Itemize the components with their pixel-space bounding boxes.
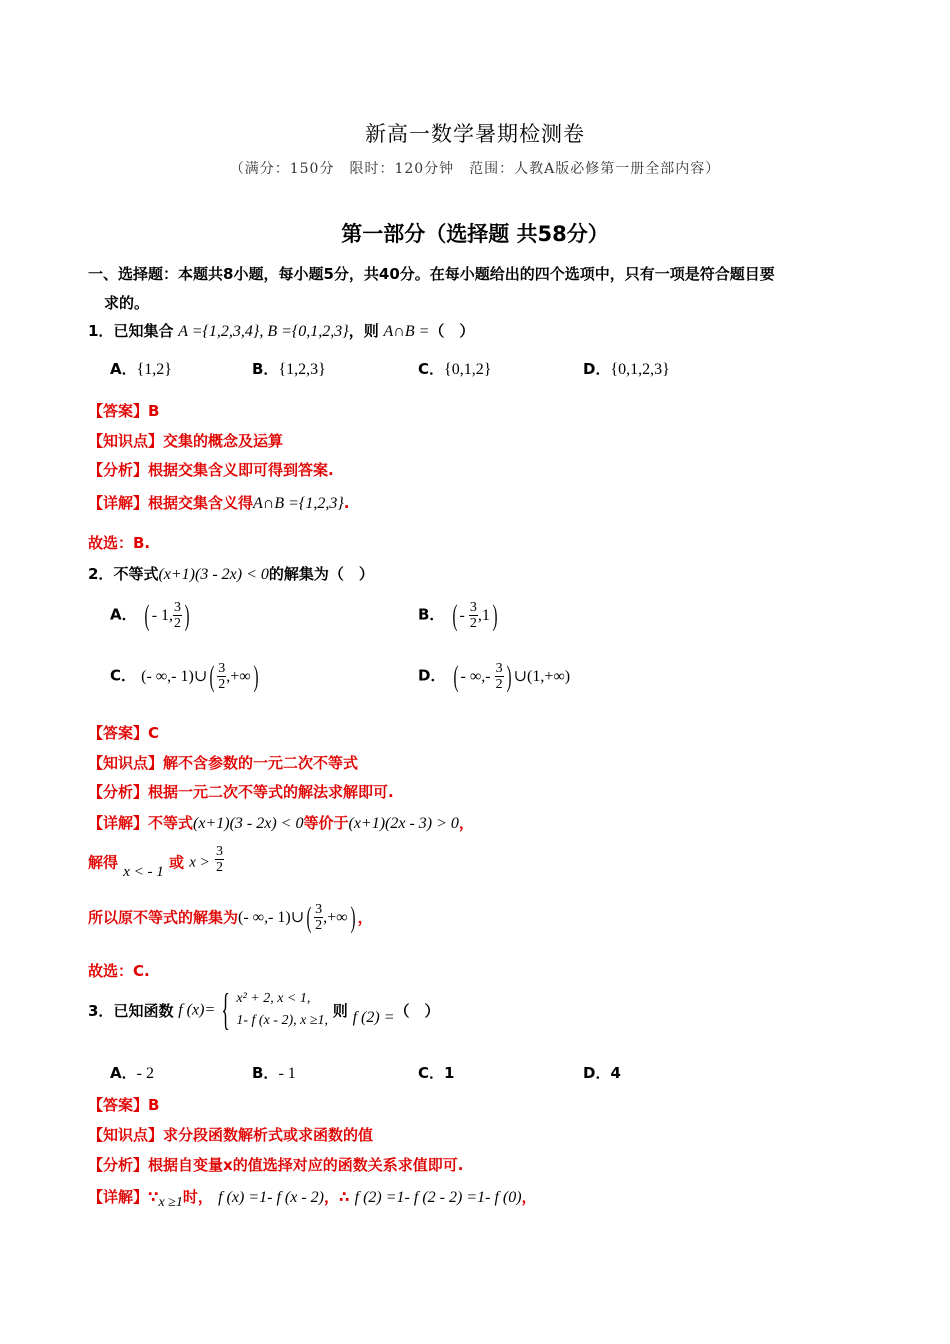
section-instruction: 一、选择题：本题共8小题，每小题5分，共40分。在每小题给出的四个选项中，只有一项是符合题目要 bbox=[88, 265, 775, 283]
q2-knowledge: 【知识点】解不含参数的一元二次不等式 bbox=[88, 754, 359, 772]
q3-option-b[interactable]: B．- 1 bbox=[252, 1064, 296, 1082]
page-title: 新高一数学暑期检测卷 bbox=[365, 122, 585, 146]
q3-knowledge: 【知识点】求分段函数解析式或求函数的值 bbox=[88, 1126, 374, 1144]
q1-knowledge: 【知识点】交集的概念及运算 bbox=[88, 432, 284, 450]
part-heading: 第一部分（选择题 共58分） bbox=[341, 222, 609, 246]
q2-answer: 【答案】C bbox=[88, 724, 160, 742]
q2-analysis: 【分析】根据一元二次不等式的解法求解即可. bbox=[88, 783, 394, 801]
q1-option-a[interactable]: A．{1,2} bbox=[110, 360, 172, 378]
q2-solve: 解得 x < - 1 或 x > $\frac{3}{2}$ bbox=[88, 844, 224, 881]
q3-analysis: 【分析】根据自变量x的值选择对应的函数关系求值即可. bbox=[88, 1156, 464, 1174]
q3-answer: 【答案】B bbox=[88, 1096, 160, 1114]
q1-option-b[interactable]: B．{1,2,3} bbox=[252, 360, 326, 378]
q3-option-c[interactable]: C．1 bbox=[418, 1064, 455, 1082]
section-instruction-cont: 求的。 bbox=[104, 294, 150, 312]
q1-detail: 【详解】根据交集含义得A∩B ={1,2,3}. bbox=[88, 494, 350, 512]
q2-option-a[interactable]: A． ( - 1, $\frac{3}{2}$ ) bbox=[110, 598, 190, 632]
q1-answer: 【答案】B bbox=[88, 402, 160, 420]
q3-detail: 【详解】∵x ≥1时， f (x) =1- f (x - 2)，∴ f (2) =1- f (2 - 2) =1- f (0)， bbox=[88, 1188, 537, 1210]
q1-option-d[interactable]: D．{0,1,2,3} bbox=[583, 360, 670, 378]
page-subtitle: （满分：150分 限时：120分钟 范围：人教A版必修第一册全部内容） bbox=[229, 161, 721, 177]
q1-analysis: 【分析】根据交集含义即可得到答案. bbox=[88, 461, 334, 479]
q2-option-b[interactable]: B． ( - $\frac{3}{2}$ ,1) bbox=[418, 598, 498, 632]
q2-conclusion: 故选：C. bbox=[88, 962, 150, 980]
question-3-stem: 3．已知函数 f (x)= { x² + 2, x < 1, 1- f (x - 2), x ≥1, 则 f (2) =（ ） bbox=[88, 985, 440, 1035]
question-2-stem: 2．不等式(x+1)(3 - 2x) < 0的解集为（ ） bbox=[88, 565, 374, 583]
q3-option-d[interactable]: D．4 bbox=[583, 1064, 621, 1082]
q2-option-c[interactable]: C． (- ∞,- 1)∪( $\frac{3}{2}$ ,+∞) bbox=[110, 659, 259, 693]
q3-option-a[interactable]: A．- 2 bbox=[110, 1064, 154, 1082]
question-1-stem: 1．已知集合 A ={1,2,3,4}, B ={0,1,2,3}，则 A∩B =（ ） bbox=[88, 322, 475, 340]
q2-solution-set: 所以原不等式的解集为(- ∞,- 1)∪( $\frac{3}{2}$ ,+∞) ， bbox=[88, 900, 373, 934]
q2-option-d[interactable]: D． ( - ∞,- $\frac{3}{2}$ ) ∪(1,+∞) bbox=[418, 659, 571, 693]
q1-option-c[interactable]: C．{0,1,2} bbox=[418, 360, 492, 378]
q1-conclusion: 故选：B. bbox=[88, 534, 151, 552]
q2-detail: 【详解】不等式(x+1)(3 - 2x) < 0等价于(x+1)(2x - 3) > 0， bbox=[88, 814, 474, 832]
